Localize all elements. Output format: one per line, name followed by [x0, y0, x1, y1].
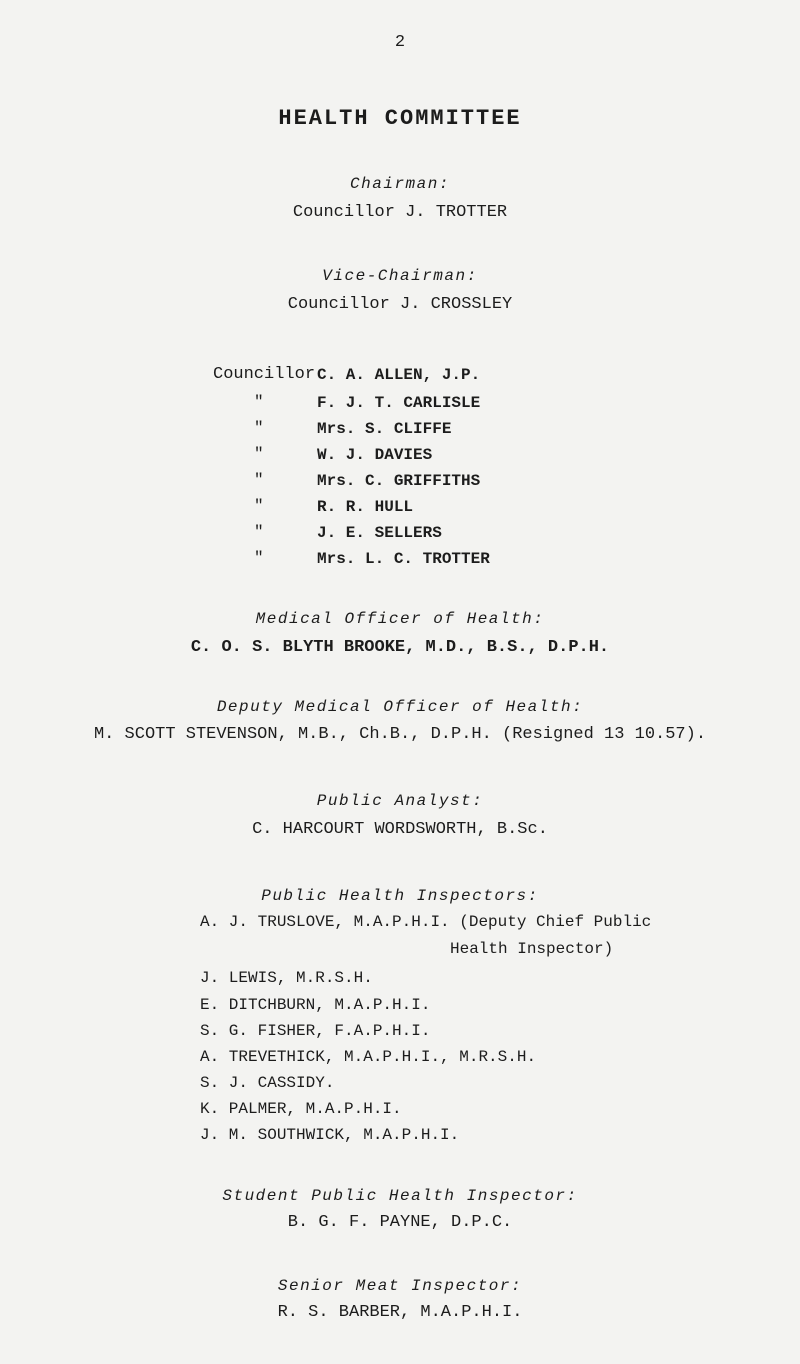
member-ditto: " — [254, 445, 264, 463]
inspector-name: S. G. FISHER, F.A.P.H.I. — [200, 1022, 431, 1040]
member-ditto: " — [254, 523, 264, 541]
deputy-moh-caption: Deputy Medical Officer of Health: — [216, 698, 584, 716]
deputy-moh-name: M. SCOTT STEVENSON, M.B., Ch.B., D.P.H. (Resigned 13 10.57). — [93, 725, 707, 744]
member-prefix: Councillor — [213, 365, 316, 384]
inspector-name: K. PALMER, M.A.P.H.I. — [200, 1100, 402, 1118]
member-name: W. J. DAVIES — [317, 446, 433, 464]
inspector-name: J. LEWIS, M.R.S.H. — [200, 969, 373, 987]
inspectors-caption: Public Health Inspectors: — [261, 887, 539, 905]
moh-caption: Medical Officer of Health: — [255, 610, 545, 628]
inspector-name: A. TREVETHICK, M.A.P.H.I., M.R.S.H. — [200, 1048, 537, 1066]
member-ditto: " — [254, 549, 264, 567]
member-name: R. R. HULL — [317, 498, 414, 516]
member-name: J. E. SELLERS — [317, 524, 442, 542]
inspector-name: E. DITCHBURN, M.A.P.H.I. — [200, 996, 431, 1014]
inspector-first-cont: Health Inspector) — [450, 940, 614, 958]
meat-name: R. S. BARBER, M.A.P.H.I. — [277, 1303, 523, 1322]
member-ditto: " — [254, 419, 264, 437]
meat-caption: Senior Meat Inspector: — [277, 1277, 523, 1295]
member-name: Mrs. S. CLIFFE — [317, 420, 452, 438]
page-title: HEALTH COMMITTEE — [278, 106, 522, 131]
member-ditto: " — [254, 393, 264, 411]
moh-name: C. O. S. BLYTH BROOKE, M.D., B.S., D.P.H. — [190, 638, 610, 657]
member-ditto: " — [254, 497, 264, 515]
student-caption: Student Public Health Inspector: — [222, 1187, 578, 1205]
analyst-name: C. HARCOURT WORDSWORTH, B.Sc. — [252, 820, 548, 839]
inspector-first: A. J. TRUSLOVE, M.A.P.H.I. (Deputy Chief Public — [200, 913, 652, 931]
inspector-name: S. J. CASSIDY. — [200, 1074, 335, 1092]
page-number: 2 — [394, 33, 406, 52]
student-name: B. G. F. PAYNE, D.P.C. — [287, 1213, 513, 1232]
member-name: Mrs. C. GRIFFITHS — [317, 472, 481, 490]
chairman-name: Councillor J. TROTTER — [292, 203, 508, 222]
member-name: F. J. T. CARLISLE — [317, 394, 481, 412]
vice-chairman-name: Councillor J. CROSSLEY — [287, 295, 513, 314]
member-name: Mrs. L. C. TROTTER — [317, 550, 490, 568]
chairman-caption: Chairman: — [350, 175, 450, 193]
analyst-caption: Public Analyst: — [316, 792, 484, 810]
member-ditto: " — [254, 471, 264, 489]
inspector-name: J. M. SOUTHWICK, M.A.P.H.I. — [200, 1126, 460, 1144]
vice-chairman-caption: Vice-Chairman: — [322, 267, 478, 285]
member-name-first: C. A. ALLEN, J.P. — [317, 366, 481, 384]
